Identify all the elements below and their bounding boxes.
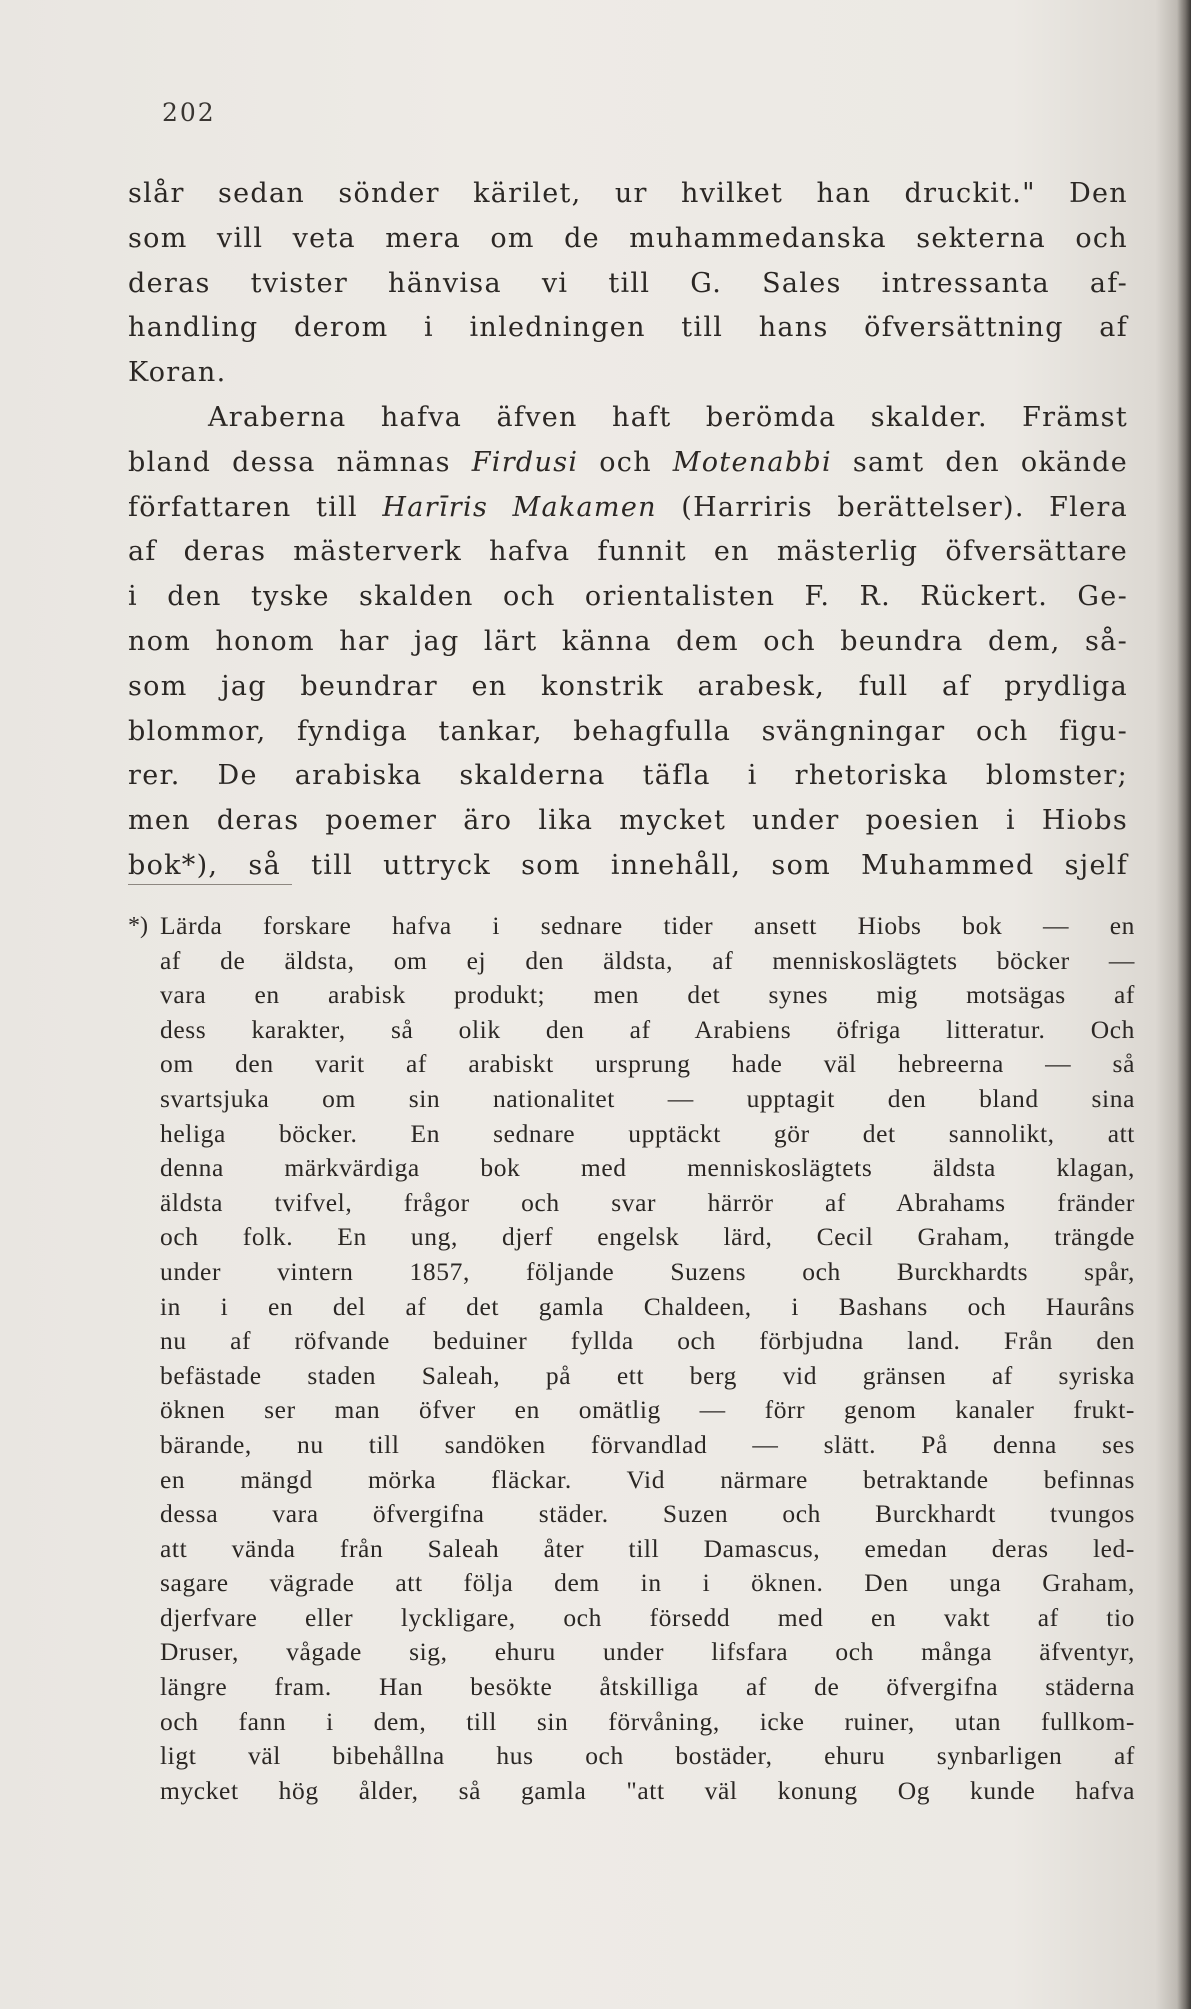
footnote-line: att vända från Saleah åter till Damascus, emedan deras led- <box>160 1533 1135 1563</box>
footnote-line: in i en del af det gamla Chaldeen, i Bashans och Haurâns <box>160 1291 1135 1321</box>
footnote-line: djerfvare eller lyckligare, och försedd med en vakt af tio <box>160 1602 1135 1632</box>
text-line: af deras mästerverk hafva funnit en mästerlig öfversättare <box>128 536 1128 568</box>
footnote <box>128 909 1135 1808</box>
text-line: handling derom i inledningen till hans öfversättning af <box>128 312 1128 344</box>
footnote-line: vara en arabisk produkt; men det synes mig motsägas af <box>160 980 1135 1010</box>
italic-name: Motenabbi <box>672 446 832 478</box>
footnote-line: och folk. En ung, djerf engelsk lärd, Cecil Graham, trängde <box>160 1222 1135 1252</box>
text-fragment: samt den okände <box>831 446 1128 478</box>
text-line: bok*), så till uttryck som innehåll, som Muhammed sjelf <box>128 849 1128 881</box>
footnote-line: sagare vägrade att följa dem in i öknen. Den unga Graham, <box>160 1568 1135 1598</box>
text-fragment: (Harriris berättelser). Flera <box>656 491 1128 523</box>
footnote-divider <box>128 884 292 885</box>
footnote-line: längre fram. Han besökte åtskilliga af de öfvergifna städerna <box>160 1672 1135 1702</box>
footnote-line: nu af röfvande beduiner fyllda och förbjudna land. Från den <box>160 1326 1135 1356</box>
text-line <box>128 486 1128 531</box>
text-line: slår sedan sönder kärilet, ur hvilket han druckit." Den <box>128 178 1128 209</box>
footnote-line: befästade staden Saleah, på ett berg vid gränsen af syriska <box>160 1360 1135 1390</box>
text-line: som vill veta mera om de muhammedanska sekterna och <box>128 222 1128 254</box>
text-line: deras tvister hänvisa vi till G. Sales intressanta af- <box>128 267 1128 299</box>
text-line: blommor, fyndiga tankar, behagfulla svängningar och figu- <box>128 715 1128 747</box>
footnote-line: svartsjuka om sin nationalitet — upptagit den bland sina <box>160 1083 1135 1113</box>
footnote-line: Lärda forskare hafva i sednare tider ansett Hiobs bok — en <box>160 911 1135 940</box>
text-fragment: och <box>578 446 673 478</box>
footnote-marker: *) <box>128 913 148 939</box>
page-number: 202 <box>162 98 216 127</box>
text-fragment: författaren till <box>128 491 383 523</box>
text-line: i den tyske skalden och orientalisten F. R. Rückert. Ge- <box>128 581 1128 613</box>
footnote-line: äldsta tvifvel, frågor och svar härrör af Abrahams fränder <box>160 1187 1135 1217</box>
footnote-line: denna märkvärdiga bok med menniskoslägtets äldsta klagan, <box>160 1153 1135 1183</box>
footnote-line: dess karakter, så olik den af Arabiens öfriga litteratur. Och <box>160 1014 1135 1044</box>
page-spine-shadow <box>1177 0 1191 2009</box>
footnote-line: under vintern 1857, följande Suzens och Burckhardts spår, <box>160 1256 1135 1286</box>
text-line <box>128 441 1128 486</box>
main-text <box>128 172 1128 889</box>
text-line: som jag beundrar en konstrik arabesk, full af prydliga <box>128 670 1128 702</box>
text-line: Koran. <box>128 357 227 389</box>
italic-name: Firdusi <box>471 446 579 478</box>
footnote-line: mycket hög ålder, så gamla "att väl konung Og kunde hafva <box>160 1775 1135 1805</box>
text-line: rer. De arabiska skalderna täfla i rhetoriska blomster; <box>128 760 1128 792</box>
footnote-line: af de äldsta, om ej den äldsta, af menniskoslägtets böcker — <box>160 945 1135 975</box>
footnote-line: en mängd mörka fläckar. Vid närmare betraktande befinnas <box>160 1464 1135 1494</box>
text-line: men deras poemer äro lika mycket under poesien i Hiobs <box>128 805 1128 837</box>
footnote-line: heliga böcker. En sednare upptäckt gör det sannolikt, att <box>160 1118 1135 1148</box>
footnote-line: bärande, nu till sandöken förvandlad — slätt. På denna ses <box>160 1429 1135 1459</box>
footnote-line: Druser, vågade sig, ehuru under lifsfara och många äfventyr, <box>160 1637 1135 1667</box>
footnote-line: och fann i dem, till sin förvåning, icke ruiner, utan fullkom- <box>160 1706 1135 1736</box>
footnote-line: dessa vara öfvergifna städer. Suzen och Burckhardt tvungos <box>160 1499 1135 1529</box>
footnote-line: öknen ser man öfver en omätlig — förr genom kanaler frukt- <box>160 1395 1135 1425</box>
footnote-line: om den varit af arabiskt ursprung hade väl hebreerna — så <box>160 1049 1135 1079</box>
text-fragment: bland dessa nämnas <box>128 446 472 478</box>
text-line: nom honom har jag lärt känna dem och beundra dem, så- <box>128 625 1128 657</box>
italic-title: Harīris Makamen <box>382 491 657 523</box>
footnote-line: ligt väl bibehållna hus och bostäder, ehuru synbarligen af <box>160 1741 1135 1771</box>
text-line: Araberna hafva äfven haft berömda skalder. Främst <box>208 401 1128 433</box>
